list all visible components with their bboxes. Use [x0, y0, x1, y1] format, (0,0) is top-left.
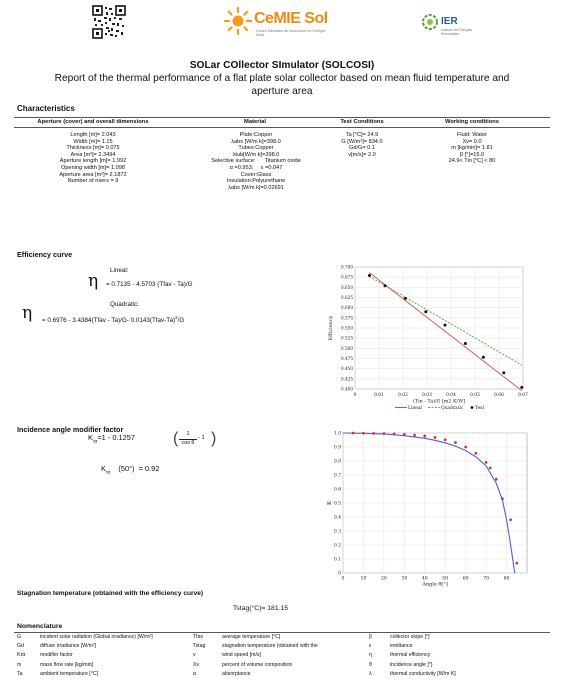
x-tick-label: 70 — [483, 576, 490, 582]
nom-symbol: v — [193, 652, 196, 659]
y-tick-label: 0.650 — [341, 284, 353, 290]
iam-data-point — [403, 433, 406, 436]
x-tick-label: 0 — [353, 393, 357, 398]
iam-data-point — [485, 461, 488, 464]
y-tick-label: 0.675 — [341, 274, 353, 280]
y-tick-label: 0.625 — [341, 295, 353, 300]
efficiency-chart — [327, 262, 533, 425]
material-insulation: Insulation:Polyurethane — [226, 178, 286, 185]
y-tick-label: 0.500 — [341, 345, 353, 351]
quadratic-exponent: 2 — [175, 315, 178, 320]
iam-frac-tail: - 1 — [198, 435, 205, 441]
iam-data-point — [495, 478, 498, 481]
nom-description: collector slope [°] — [390, 634, 430, 640]
nom-symbol: Tfav — [193, 634, 204, 640]
material-selective-value: Titanium oxide — [264, 158, 301, 165]
x-tick-label: 0.04 — [446, 393, 456, 398]
eta-symbol-quadratic: η — [22, 303, 33, 323]
y-tick-label: 0.600 — [341, 305, 353, 311]
nomenclature-heading: Nomenclature — [17, 623, 63, 630]
nom-symbol: Xv — [193, 661, 200, 668]
iam-k-sub: τα — [92, 438, 98, 444]
x-tick-label: 50 — [442, 576, 449, 582]
iam-data-point — [464, 446, 467, 449]
nom-description: thermal conductivity [W/m K] — [390, 670, 456, 677]
lineal-label: Lineal: — [110, 267, 129, 274]
iam-chart — [327, 427, 533, 587]
y-tick-label: 0.700 — [341, 264, 353, 270]
iam-data-point — [434, 436, 437, 439]
y-tick-label: 0.6 — [334, 487, 341, 493]
material-selective-row — [196, 158, 316, 165]
iam-frac-denominator: cos θ — [181, 440, 195, 446]
aperture-risers: Number of risers = 9 — [67, 178, 119, 185]
x-tick-label: 0 — [341, 576, 345, 582]
ier-logo-text: IER — [441, 16, 458, 27]
report-subtitle-line2: aperture area — [251, 86, 313, 97]
test-wind-speed: v[m/s]= 2.0 — [348, 151, 376, 158]
iam-data-point — [489, 467, 492, 470]
iam-k-equation: =1 - 0.1257 — [97, 433, 135, 442]
quadratic-equation-main: = 0.6976 - 3.4384(Tfav - Ta)/G- 0.0143(Tfav-Ta) — [42, 317, 176, 325]
nom-description: emittance — [390, 643, 413, 650]
nom-description: ambient temperature [°C] — [40, 670, 99, 677]
working-xv: Xv= 0.0 — [462, 138, 482, 145]
y-axis-label: K — [327, 501, 333, 505]
y-tick-label: 0.7 — [334, 473, 341, 479]
nom-symbol: Tstag — [193, 643, 206, 650]
stagnation-value: Tstag(°C)= 181.15 — [233, 605, 289, 612]
x-tick-label: 20 — [380, 576, 387, 582]
cemie-logo — [224, 7, 336, 41]
nom-description: modifier factor — [40, 652, 73, 659]
nom-description: wind speed [m/s] — [222, 652, 261, 659]
iam-data-point — [372, 432, 375, 435]
iam-frac-numerator: 1 — [186, 431, 190, 437]
iam-k50-angle: (50°) — [118, 464, 135, 473]
quadratic-equation-tail: /G — [177, 317, 185, 325]
characteristics-top-rule — [14, 117, 550, 118]
material-absorptance: α =0.953; — [229, 164, 254, 171]
iam-data-point — [362, 432, 365, 435]
nom-symbol: Ta — [17, 670, 23, 677]
iam-equation — [88, 433, 135, 443]
iam-k50-sub: τα — [105, 469, 111, 475]
stagnation-heading: Stagnation temperature (obtained with the efficiency curve) — [17, 590, 204, 597]
y-tick-label: 0.400 — [341, 386, 353, 392]
nom-symbol: Gd — [17, 643, 24, 650]
x-tick-label: 0.01 — [374, 393, 384, 398]
y-tick-label: 0.425 — [341, 376, 353, 382]
characteristics-header-rule — [14, 127, 550, 128]
sun-icon — [224, 7, 252, 37]
test-data-point — [502, 371, 505, 374]
y-tick-label: 0.4 — [334, 515, 341, 521]
test-diffuse-ratio: Gd/G= 0.1 — [349, 145, 375, 152]
nom-symbol: m — [17, 661, 22, 668]
y-tick-label: 0 — [338, 571, 341, 577]
iam-data-point — [413, 434, 416, 437]
material-selective-label: Selective surface: — [211, 158, 256, 165]
working-conditions-list — [424, 132, 520, 165]
y-tick-label: 1.0 — [334, 431, 341, 437]
ier-logo-subtitle: Instituto de Energías Renovables — [441, 28, 473, 36]
y-tick-label: 0.575 — [341, 315, 353, 321]
iam-data-point — [515, 562, 518, 565]
nom-description: diffuse irradiance [W/m²] — [40, 643, 97, 650]
aperture-thickness: Thickness [m]= 0.075 — [66, 145, 120, 152]
col-header-aperture: Aperture (cover) and overall dimensions — [37, 119, 149, 125]
test-conditions-list — [322, 132, 402, 158]
iam-heading: Incidence angle modifier factor — [17, 425, 124, 434]
material-plate-conductivity: λabs [W/m k]=398.0 — [231, 138, 281, 145]
nom-symbol: α — [193, 670, 196, 677]
cemie-logo-subtitle: Centro Mexicano de Innovación en Energía Solar — [256, 29, 326, 38]
y-tick-label: 0.8 — [334, 459, 341, 465]
x-tick-label: 80 — [503, 576, 510, 582]
test-ambient-temperature: Ta [°C]= 24.9 — [345, 132, 379, 138]
iam-data-point — [352, 432, 355, 435]
aperture-aperture-area: Aperture area [m²]= 2.1872 — [59, 171, 127, 178]
legend-test-label: Test — [475, 406, 485, 411]
material-emittance: ε =0.047 — [261, 164, 283, 171]
y-axis-label: Efficiency — [328, 315, 334, 341]
iam-k50 — [101, 464, 159, 474]
quadratic-label: Quadratic: — [110, 301, 140, 308]
iam-paren-left: ( — [173, 430, 179, 447]
aperture-area: Area [m²]= 2.3494 — [70, 151, 116, 158]
aperture-opening-width: Opening width [m]= 1.098 — [61, 164, 125, 171]
nom-description: percent of volume composition — [222, 661, 293, 668]
iam-data-point — [474, 452, 477, 455]
nom-description: stagnation temperature (obtained with the — [222, 643, 318, 650]
x-tick-label: 40 — [421, 576, 428, 582]
nom-description: incidence angle [°] — [390, 661, 433, 668]
lineal-equation: = 0.7135 - 4.5703 (Tfav - Ta)/G — [106, 281, 193, 288]
report-subtitle-line1: Report of the thermal performance of a flat plate solar collector based on mean fluid temperature and — [54, 73, 510, 84]
nom-description: thermal efficiency — [390, 652, 431, 659]
y-tick-label: 0.2 — [334, 543, 341, 549]
col-header-test: Test Conditions — [340, 119, 384, 125]
aperture-width: Width [m]= 1.15 — [73, 138, 113, 145]
nom-description: incident solar radiation (Global irradiance) [W/m²] — [40, 634, 153, 640]
nom-description: average temperature [°C] — [222, 634, 281, 640]
test-data-point — [464, 342, 467, 345]
x-tick-label: 0.06 — [494, 393, 504, 398]
cemie-logo-text: CeMIE Sol — [254, 10, 328, 27]
material-insulation-conductivity: λabs [W/m k]=0.02691 — [228, 184, 284, 191]
ier-leaf-icon — [421, 13, 439, 31]
y-tick-label: 0.1 — [334, 557, 341, 563]
x-tick-label: 60 — [462, 576, 469, 582]
test-data-point — [482, 356, 485, 359]
iam-data-point — [423, 435, 426, 438]
aperture-length: Length [m]= 2.043 — [70, 132, 116, 138]
x-axis-label: (Tin - Ta)/G [m2 K/W] — [413, 399, 465, 405]
legend-lineal-label: Lineal — [408, 406, 422, 411]
iam-k: K — [88, 433, 93, 442]
qr-code-logo — [92, 5, 126, 39]
nom-symbol: θ — [369, 661, 372, 668]
iam-data-point — [509, 518, 512, 521]
iam-data-point — [454, 441, 457, 444]
col-header-working: Working conditions — [445, 119, 499, 125]
test-data-point — [424, 310, 427, 313]
iam-k50-value: = 0.92 — [138, 464, 160, 473]
material-list — [196, 132, 316, 191]
eta-symbol-lineal: η — [88, 271, 99, 291]
nom-symbol: G — [17, 634, 22, 640]
x-axis-label: Angle θ[°] — [422, 581, 448, 587]
legend-test-swatch — [471, 406, 474, 409]
x-tick-label: 0.02 — [398, 393, 408, 398]
x-tick-label: 30 — [401, 576, 408, 582]
test-irradiance: G [W/m²]= 834.0 — [341, 138, 383, 145]
quadratic-equation — [42, 314, 184, 325]
material-cover: Cover:Glass — [240, 171, 272, 178]
x-tick-label: 0.05 — [470, 393, 480, 398]
y-tick-label: 0.525 — [341, 335, 353, 341]
working-inlet-range: 24.9< Tin [°C] < 80 — [448, 158, 496, 165]
iam-fraction — [173, 430, 217, 450]
iam-data-point — [501, 497, 504, 500]
nomenclature-rule — [14, 632, 550, 633]
nom-symbol: λ — [369, 670, 372, 677]
x-tick-label: 10 — [360, 576, 367, 582]
report-title: SOLar COllector SImulator (SOLCOSI) — [189, 60, 375, 71]
material-tube-conductivity: λtub[W/m k]=398.0 — [232, 151, 280, 158]
material-optics-row — [196, 165, 316, 172]
y-tick-label: 0.550 — [341, 325, 353, 331]
aperture-list — [18, 132, 168, 185]
iam-paren-right: ) — [211, 430, 217, 447]
working-slope: β [°]=15.0 — [459, 151, 485, 158]
test-data-point — [368, 274, 371, 277]
test-data-point — [520, 386, 523, 389]
aperture-length-value: Aperture length [m]= 1.992 — [59, 158, 127, 165]
test-data-point — [384, 284, 387, 287]
working-mass-flow: m [kg/min]= 1.81 — [451, 145, 493, 152]
x-tick-label: 0.07 — [518, 393, 528, 398]
test-data-point — [404, 297, 407, 300]
nom-symbol: ε — [369, 643, 372, 650]
material-tubes: Tubes:Copper — [238, 145, 274, 152]
nom-description: mass flow rate [kg/min] — [40, 661, 94, 668]
nom-symbol: Kτα — [17, 652, 26, 659]
nom-symbol: β — [369, 634, 372, 640]
iam-data-point — [444, 438, 447, 441]
legend-quadratic-label: Quadratic — [441, 406, 464, 411]
col-header-material: Material — [244, 119, 266, 125]
nomenclature-table — [0, 634, 564, 682]
nom-symbol: η — [369, 652, 372, 659]
nom-description: absorptance — [222, 670, 251, 677]
iam-data-point — [382, 432, 385, 435]
test-data-point — [444, 324, 447, 327]
y-tick-label: 0.5 — [334, 501, 341, 507]
y-tick-label: 0.9 — [334, 445, 341, 451]
iam-k50-k: K — [101, 464, 106, 473]
y-tick-label: 0.450 — [341, 366, 353, 372]
material-plate: Plate:Copper — [239, 132, 273, 138]
efficiency-heading: Efficiency curve — [17, 250, 73, 259]
working-fluid: Fluid: Water — [457, 132, 487, 138]
y-tick-label: 0.475 — [341, 356, 353, 361]
x-tick-label: 0.03 — [422, 393, 432, 398]
y-tick-label: 0.3 — [334, 529, 341, 535]
iam-data-point — [393, 432, 396, 435]
characteristics-heading: Characteristics — [17, 104, 75, 113]
ier-logo — [421, 13, 481, 43]
